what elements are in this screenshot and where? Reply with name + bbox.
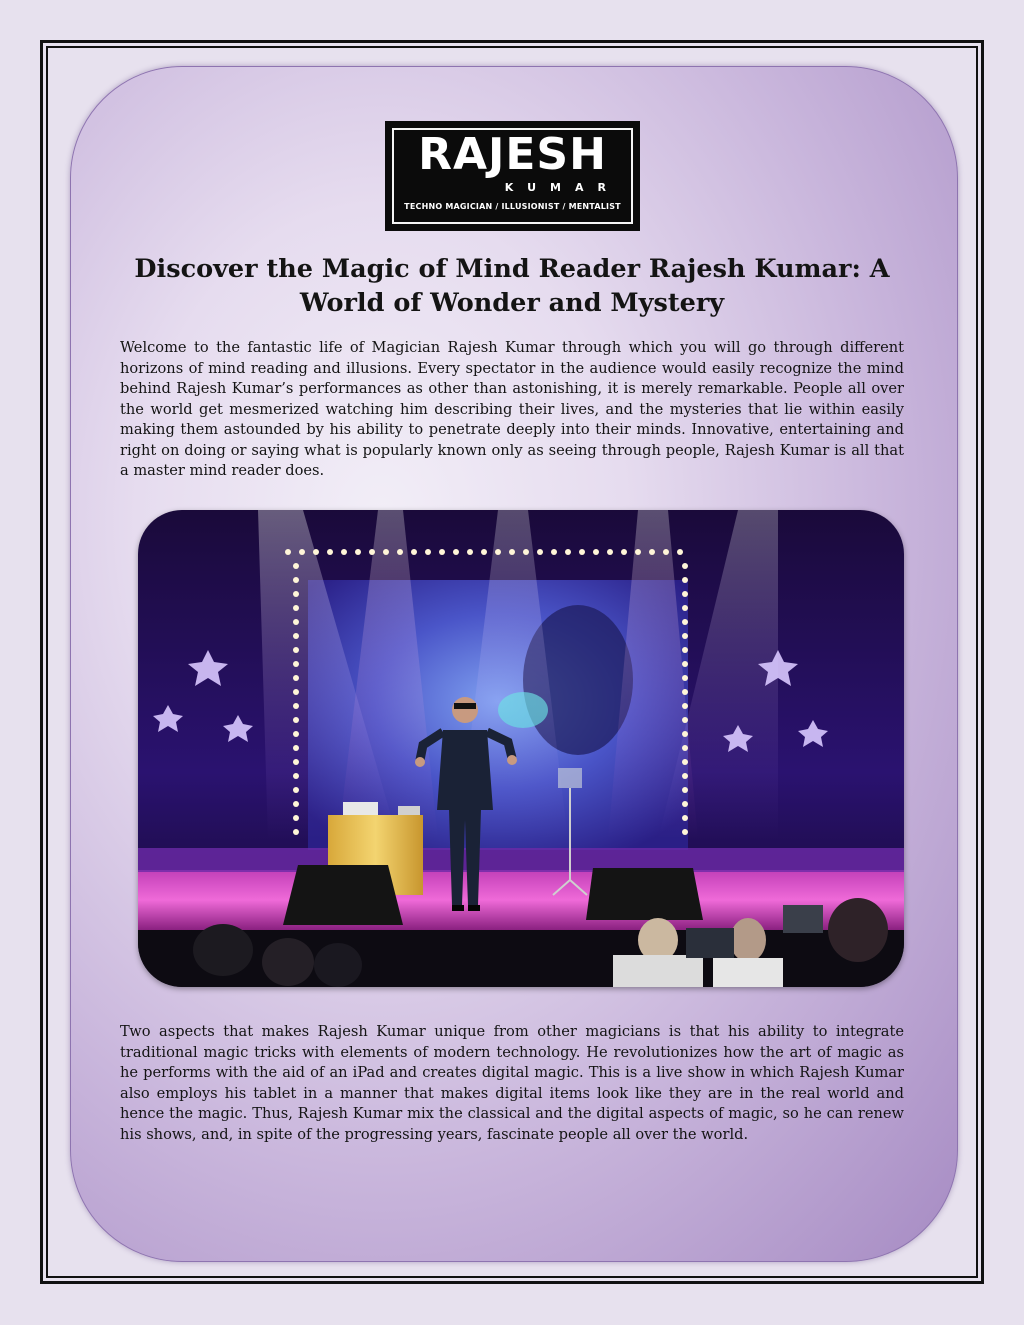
stage-light-dot	[425, 549, 431, 555]
stage-light-dot	[621, 549, 627, 555]
stage-light-dot	[293, 815, 299, 821]
stage-light-dot	[593, 549, 599, 555]
stage-light-dot	[495, 549, 501, 555]
stage-light-dot	[439, 549, 445, 555]
stage-light-dot	[682, 801, 688, 807]
stage-light-dot	[682, 787, 688, 793]
stage-light-dot	[677, 549, 683, 555]
stage-light-dot	[682, 577, 688, 583]
article-title: Discover the Magic of Mind Reader Rajesh Kumar: A World of Wonder and Mystery	[134, 254, 890, 318]
stage-light-dot	[682, 773, 688, 779]
stage-light-dot	[293, 759, 299, 765]
stage-light-dot	[285, 549, 291, 555]
stage-light-dot	[293, 787, 299, 793]
stage-light-dot	[467, 549, 473, 555]
stage-light-dot	[397, 549, 403, 555]
stage-light-dot	[293, 801, 299, 807]
stage-light-dot	[565, 549, 571, 555]
stage-light-dot	[579, 549, 585, 555]
stage-light-dot	[682, 563, 688, 569]
stage-light-dot	[682, 689, 688, 695]
stage-light-dot	[635, 549, 641, 555]
stage-illustration	[138, 510, 904, 987]
stage-light-dot	[682, 591, 688, 597]
stage-light-dot	[551, 549, 557, 555]
stage-light-dot	[682, 759, 688, 765]
stage-light-dot	[293, 731, 299, 737]
stage-light-dot	[481, 549, 487, 555]
stage-light-dot	[293, 577, 299, 583]
stage-light-dot	[682, 661, 688, 667]
stage-light-dot	[293, 773, 299, 779]
stage-light-dot	[453, 549, 459, 555]
brand-logo	[385, 121, 640, 231]
stage-light-dot	[293, 633, 299, 639]
stage-light-dot	[523, 549, 529, 555]
stage-light-dot	[293, 605, 299, 611]
stage-light-dot	[682, 731, 688, 737]
stage-light-dot	[341, 549, 347, 555]
stage-light-dot	[355, 549, 361, 555]
stage-light-dot	[293, 563, 299, 569]
stage-light-dot	[293, 717, 299, 723]
logo-name: RAJESH	[418, 129, 607, 180]
stage-light-dot	[682, 605, 688, 611]
stage-light-dot	[682, 717, 688, 723]
stage-light-dot	[682, 745, 688, 751]
stage-light-dot	[537, 549, 543, 555]
stage-light-dot	[369, 549, 375, 555]
stage-light-dot	[327, 549, 333, 555]
stage-light-dot	[293, 619, 299, 625]
stage-light-dot	[411, 549, 417, 555]
stage-light-dot	[293, 675, 299, 681]
stage-light-dot	[607, 549, 613, 555]
stage-light-dot	[293, 689, 299, 695]
stage-performance-photo	[138, 510, 904, 987]
stage-light-dot	[682, 815, 688, 821]
logo-subname: KUMAR	[504, 181, 620, 194]
stage-light-dot	[299, 549, 305, 555]
stage-light-dot	[293, 829, 299, 835]
stage-light-dot	[682, 633, 688, 639]
stage-light-dot	[682, 675, 688, 681]
stage-light-dot	[293, 591, 299, 597]
stage-light-dot	[383, 549, 389, 555]
stage-light-dot	[663, 549, 669, 555]
stage-light-dot	[682, 619, 688, 625]
stage-light-dot	[293, 661, 299, 667]
stage-light-dot	[293, 745, 299, 751]
stage-light-dot	[313, 549, 319, 555]
stage-light-dot	[682, 647, 688, 653]
stage-light-dot	[509, 549, 515, 555]
stage-light-dot	[682, 703, 688, 709]
stage-light-dot	[293, 647, 299, 653]
stage-light-dot	[293, 703, 299, 709]
tech-paragraph: Two aspects that makes Rajesh Kumar unique from other magicians is that his ability to integrate traditional magic tricks with elements of modern technology. He revolutionizes how the art of magic as he performs with the aid of an iPad and creates digital magic. This is a live show in which Rajesh Kumar also employs his tablet in a manner that makes digital items look like they are in the real world and hence the magic. Thus, Rajesh Kumar mix the classical and the digital aspects of magic, so he can renew his shows, and, in spite of the progressing years, fascinate people all over the world.	[120, 1023, 904, 1143]
intro-paragraph: Welcome to the fantastic life of Magician Rajesh Kumar through which you will go through different horizons of mind reading and illusions. Every spectator in the audience would easily recognize the mind behind Rajesh Kumar’s performances as other than astonishing, it is merely remarkable. People all over the world get mesmerized watching him describing their lives, and the mysteries that lie within easily making them astounded by his ability to penetrate deeply into their minds. Innovative, entertaining and right on doing or saying what is popularly known only as seeing through people, Rajesh Kumar is all that a master mind reader does.	[120, 339, 904, 479]
logo-tagline: TECHNO MAGICIAN / ILLUSIONIST / MENTALIST	[404, 202, 621, 211]
stage-light-dot	[682, 829, 688, 835]
stage-light-dot	[649, 549, 655, 555]
